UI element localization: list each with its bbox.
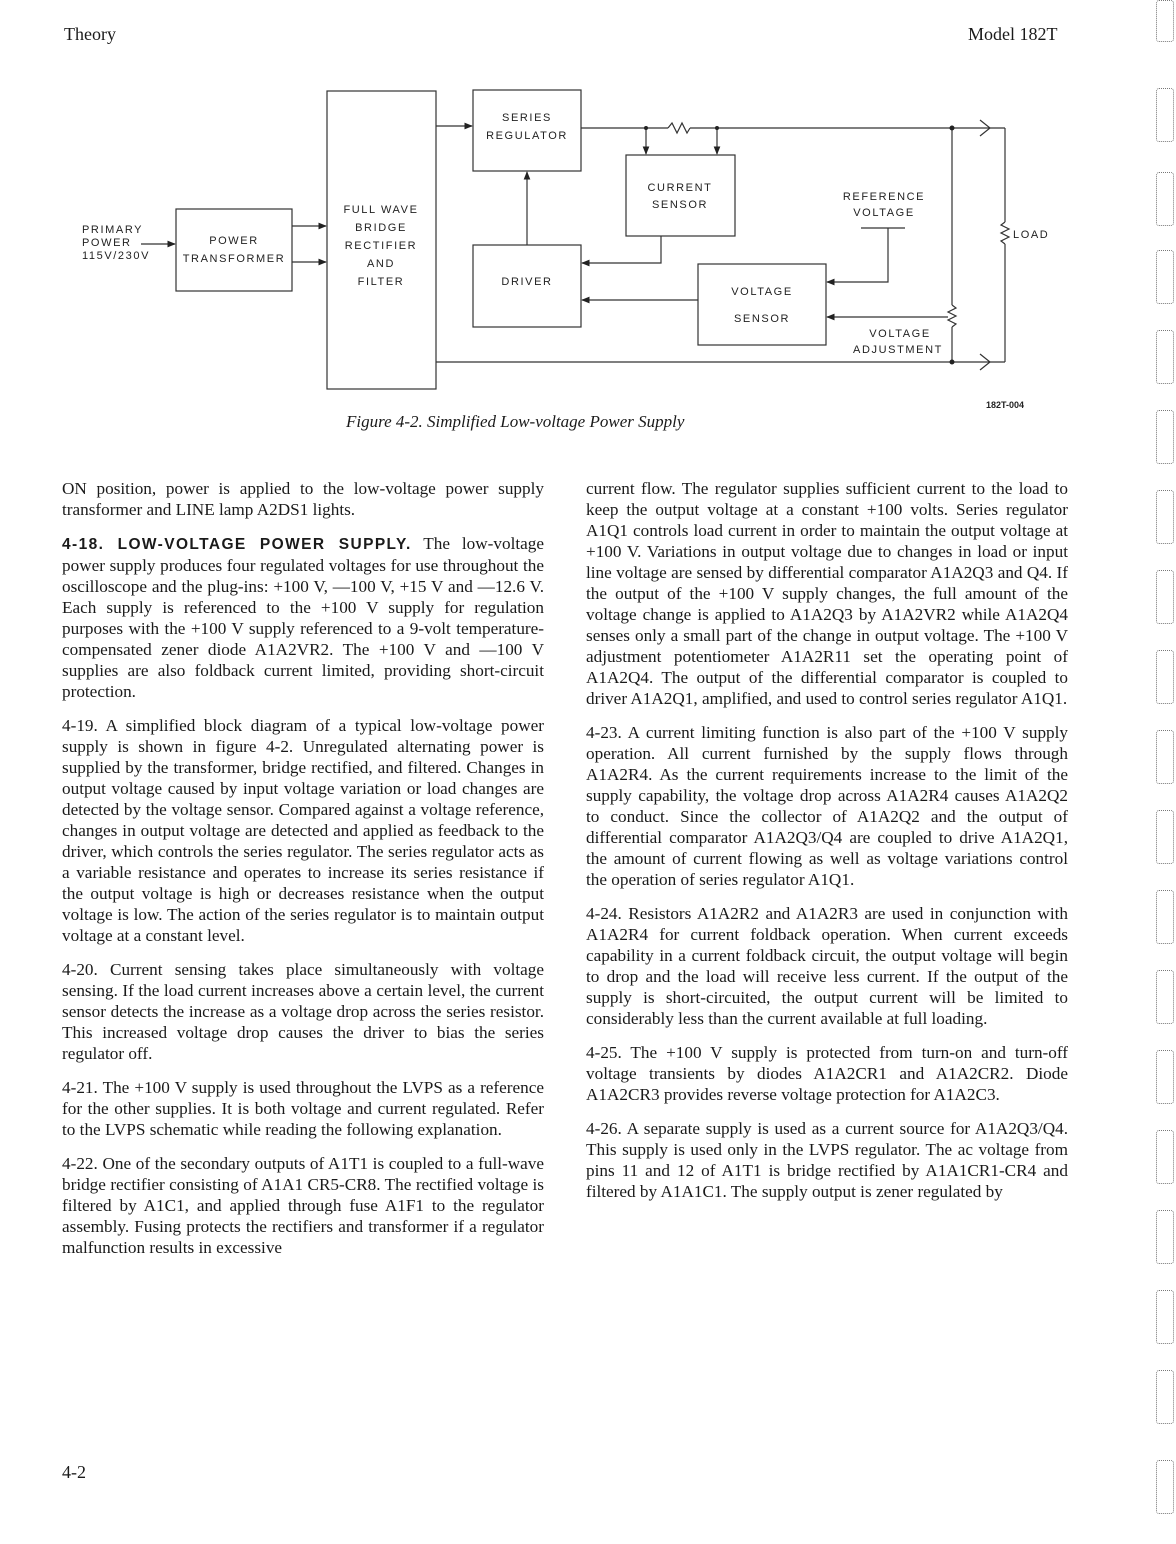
edge-tab xyxy=(1156,172,1174,226)
paragraph-4-24: 4-24. Resistors A1A2R2 and A1A2R3 are used in conjunction with A1A2R4 for current foldback operation. When current exceeds capability in a current foldback circuit, the output voltage will begin to drop and the load will receive less current. If the output of the supply is short-circuited, the output current will be limited to considerably less than the current available at full loading. xyxy=(586,904,1068,1028)
svg-text:FILTER: FILTER xyxy=(357,276,405,288)
svg-text:REGULATOR: REGULATOR xyxy=(486,130,568,142)
figure-caption: Figure 4-2. Simplified Low-voltage Power Supply xyxy=(346,412,685,431)
svg-text:SENSOR: SENSOR xyxy=(733,313,791,325)
paragraph-4-20: 4-20. Current sensing takes place simultaneously with voltage sensing. If the load current increases above a certain level, the current sensor detects the increase as a voltage drop across the series resistor. This increased voltage drop causes the driver to bias the series regulator off. xyxy=(62,960,544,1063)
page-number: 4-2 xyxy=(62,1462,86,1482)
voltage-adjustment-label: VOLTAGE xyxy=(869,328,931,340)
edge-tab xyxy=(1156,88,1174,142)
reference-voltage-label: REFERENCE xyxy=(842,191,926,203)
paragraph-4-22: 4-22. One of the secondary outputs of A1T1 is coupled to a full-wave bridge rectifier consisting of A1A1 CR5-CR8. The rectified voltage is filtered by A1C1, and applied through fuse A1F1 to the regulator assembly. Fusing protects the rectifiers and transformer if a regulator malfunction results in excessive xyxy=(62,1154,544,1257)
section-heading: 4-18. LOW-VOLTAGE POWER SUPPLY. xyxy=(62,536,412,553)
paragraph-4-19: 4-19. A simplified block diagram of a typical low-voltage power supply is shown in figure 4-2. Unregulated alternating power is supplied by the transformer, bridge rectified, and filtered. Changes in output voltage caused by input voltage variation or load changes are detected by the voltage sensor. Compared against a voltage reference, changes in output voltage are detected and applied as feedback to the driver, which controls the series regulator. The series regulator acts as a variable resistance and operates to increase its series resistance if the output voltage is high or decreases resistance when the output voltage is low. The action of the series regulator is to maintain output voltage at a constant level. xyxy=(62,716,544,945)
left-column xyxy=(62,478,544,1271)
svg-text:115V/230V: 115V/230V xyxy=(82,250,151,262)
svg-text:VOLTAGE: VOLTAGE xyxy=(853,207,915,219)
svg-text:POWER: POWER xyxy=(82,237,132,249)
edge-tab xyxy=(1156,1460,1174,1514)
edge-tab xyxy=(1156,1290,1174,1344)
svg-text:BRIDGE: BRIDGE xyxy=(355,222,407,234)
edge-tab xyxy=(1156,1210,1174,1264)
svg-text:ADJUSTMENT: ADJUSTMENT xyxy=(853,344,943,356)
series-regulator-label: SERIES xyxy=(502,112,552,124)
voltage-sensor-block xyxy=(698,264,826,345)
edge-tab xyxy=(1156,1370,1174,1424)
paragraph-4-21: 4-21. The +100 V supply is used throughout the LVPS as a reference for the other supplies. It is both voltage and current regulated. Refer to the LVPS schematic while reading the following explanation. xyxy=(62,1078,544,1139)
edge-tab xyxy=(1156,650,1174,704)
svg-text:TRANSFORMER: TRANSFORMER xyxy=(182,253,286,265)
rectifier-label: FULL WAVE xyxy=(343,204,419,216)
driver-label: DRIVER xyxy=(501,276,553,288)
edge-tab xyxy=(1156,890,1174,944)
edge-tab xyxy=(1156,970,1174,1024)
svg-text:RECTIFIER: RECTIFIER xyxy=(344,240,418,252)
paragraph-4-26: 4-26. A separate supply is used as a current source for A1A2Q3/Q4. This supply is used only in the LVPS regulator. The ac voltage from pins 11 and 12 of A1T1 is bridge rectified by A1A1CR1-CR4 and filtered by A1A1C1. The supply output is zener regulated by xyxy=(586,1119,1068,1201)
edge-tab xyxy=(1156,1130,1174,1184)
edge-tab xyxy=(1156,250,1174,304)
edge-tab xyxy=(1156,490,1174,544)
edge-tab xyxy=(1156,810,1174,864)
paragraph-4-18: 4-18. LOW-VOLTAGE POWER SUPPLY. The low-voltage power supply produces four regulated voltages for use throughout the oscilloscope and the plug-ins: +100 V, —100 V, +15 V and —12.6 V. Each supply is referenced to the +100 V supply for regulation purposes with the +100 V supply referenced to a 9-volt temperature-compensated zener diode A1A2VR2. The +100 V and —100 V supplies are also foldback current limited, providing short-circuit protection. xyxy=(62,534,544,701)
running-head-model: Model 182T xyxy=(968,24,1058,44)
running-head-section: Theory xyxy=(64,24,116,44)
edge-tab xyxy=(1156,1050,1174,1104)
edge-tab xyxy=(1156,0,1174,42)
primary-power-label: PRIMARY xyxy=(82,224,144,236)
current-sensor-block xyxy=(626,155,735,236)
edge-tab xyxy=(1156,330,1174,384)
edge-tab xyxy=(1156,730,1174,784)
paragraph-4-23: 4-23. A current limiting function is also part of the +100 V supply operation. All current furnished by the supply flows through A1A2R4. As the current requirements increase to the limit of the supply capability, the voltage drop across A1A2R4 causes A1A2Q2 to conduct. Since the collector of A1A2Q2 and the output of differential comparator A1A2Q3/Q4 are coupled to drive A1A2Q1, the amount of current flowing as well as voltage variations control the operation of series regulator A1Q1. xyxy=(586,723,1068,889)
current-sensor-label: CURRENT xyxy=(647,182,713,194)
load-label: LOAD xyxy=(1013,229,1050,241)
right-column xyxy=(586,478,1068,1215)
paragraph-4-25: 4-25. The +100 V supply is protected from turn-on and turn-off voltage transients by diodes A1A2CR1 and A1A2CR2. Diode A1A2CR3 provides reverse voltage protection for A1A2C3. xyxy=(586,1043,1068,1104)
voltage-sensor-label: VOLTAGE xyxy=(731,286,793,298)
block-diagram xyxy=(0,0,1176,410)
figure-code: 182T-004 xyxy=(986,400,1025,410)
power-transformer-label: POWER xyxy=(209,235,259,247)
svg-text:AND: AND xyxy=(366,258,396,270)
paragraph: current flow. The regulator supplies sufficient current to the load to keep the output voltage at a constant +100 volts. Series regulator A1Q1 controls load current in order to maintain the output voltage at +100 V. Variations in output voltage due to changes in load or input line voltage are sensed by differential comparator A1A2Q3 and Q4. If the output of the +100 V supply changes, the full amount of the voltage change is applied to A1A2Q3 by A1A2VR2 while A1A2Q4 senses only a small part of the change in output voltage. The +100 V adjustment potentiometer A1A2R11 set the operating point of A1A2Q4. The output of the differential comparator is coupled to driver A1A2Q1, amplified, and used to control series regulator A1Q1. xyxy=(586,479,1068,708)
svg-text:SENSOR: SENSOR xyxy=(651,199,709,211)
edge-tab xyxy=(1156,570,1174,624)
power-transformer-block xyxy=(176,209,292,291)
edge-tab xyxy=(1156,410,1174,464)
paragraph: ON position, power is applied to the low-voltage power supply transformer and LINE lamp A2DS1 lights. xyxy=(62,479,544,519)
edge-index-tabs xyxy=(1152,0,1176,1544)
